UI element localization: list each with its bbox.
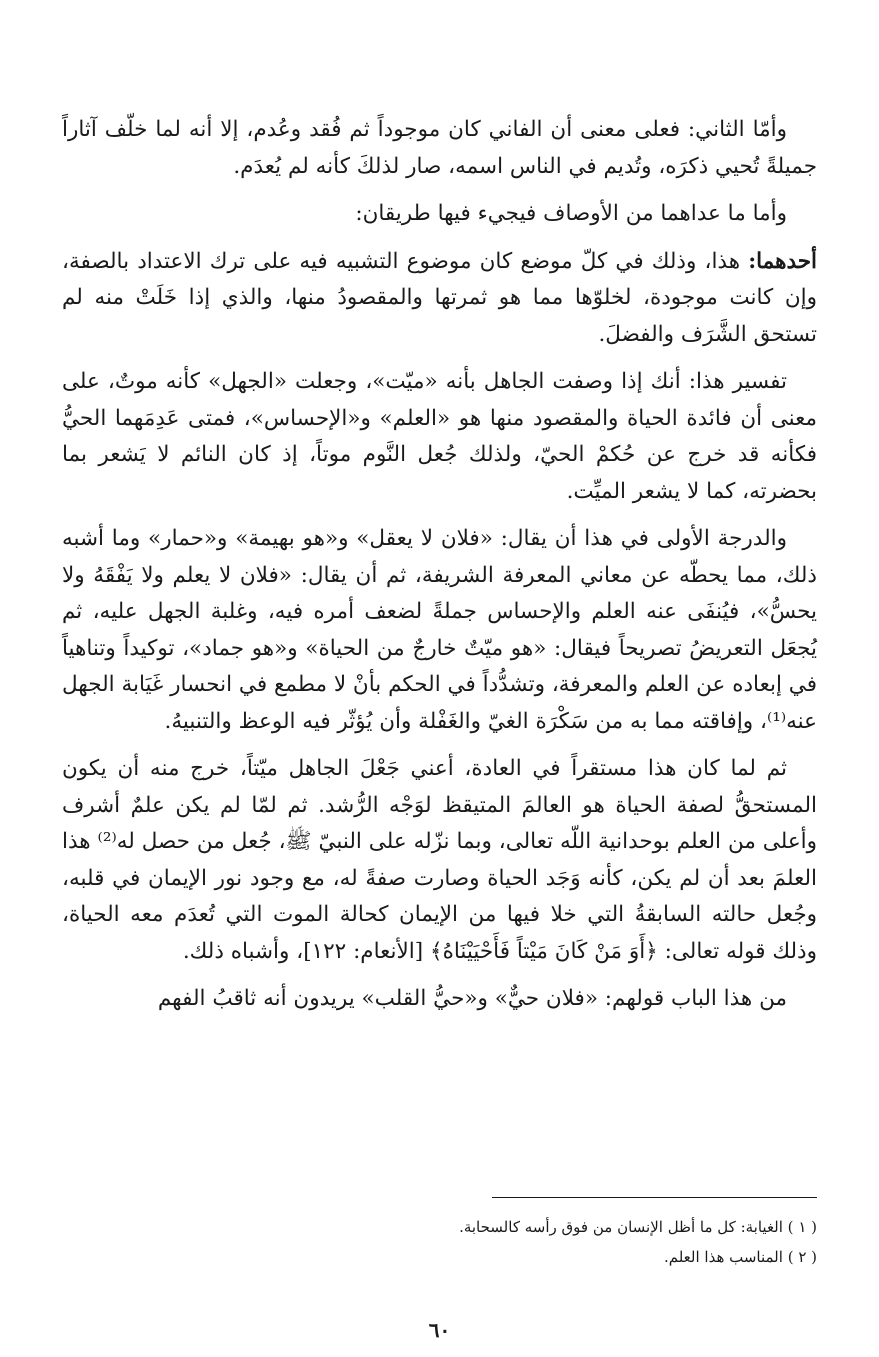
- paragraph-5: [62, 521, 817, 740]
- paragraph-text: هذا، وذلك في كلّ موضع كان موضوع التشبيه فيه على ترك الاعتداد بالصفة، وإن كانت موجودة، لخلوّها مما هو ثمرتها والمقصودُ منها، والذي إذا خَلَتْ منه لم تستحق الشَّرَف والفضلَ.: [62, 248, 817, 347]
- paragraph-6: [62, 751, 817, 970]
- footnote-divider: [492, 1197, 817, 1198]
- page-number: ٦٠: [428, 1318, 451, 1342]
- paragraph-2: [62, 196, 817, 233]
- paragraph-text: من هذا الباب قولهم: «فلان حيٌّ» و«حيُّ القلب» يريدون أنه ثاقبُ الفهم: [157, 986, 787, 1011]
- paragraph-4: [62, 364, 817, 510]
- paragraph-lead: أحدهما:: [748, 248, 817, 274]
- paragraph-text: وأما ما عداهما من الأوصاف فيجيء فيها طريقان:: [355, 201, 787, 226]
- paragraph-7: [62, 981, 817, 1018]
- main-text: [62, 112, 817, 1029]
- paragraph-text: والدرجة الأولى في هذا أن يقال: «فلان لا يعقل» و«هو بهيمة» و«حمار» وما أشبه ذلك، مما يحطّه عن معاني المعرفة الشريفة، ثم أن يقال: «فلان لا يعلم ولا يَفْقَهُ ولا يحسُّ»، فيُنفَى عنه العلم والإحساس جملةً لضعف أمره فيه، وغلبة الجهل عليه، ثم يُجعَل التعريضُ تصريحاً فيقال: «هو ميّتٌ خارجٌ من الحياة» و«هو جماد»، توكيداً وتناهياً في إبعاده عن العلم والمعرفة، وتشدُّداً في الحكم بأنْ لا مطمع في انحسار غَيَابة الجهل عنه⁽¹⁾، وإفاقته مما به من سَكْرَة الغيّ والغَفْلة وأن يُؤثّر فيه الوعظ والتنبيهُ.: [62, 526, 817, 734]
- footnote-1: ( ١ ) الغيابة: كل ما أظل الإنسان من فوق رأسه كالسحابة.: [459, 1218, 817, 1236]
- paragraph-text: ثم لما كان هذا مستقراً في العادة، أعني جَعْلَ الجاهل ميّتاً، خرج منه أن يكون المستحقُّ لصفة الحياة هو العالمَ المتيقظ لوَجْه الرُّشد. ثم لمّا لم يكن علمٌ أشرف وأعلى من العلم بوحدانية اللّه تعالى، وبما نزّله على النبيّ ﷺ، جُعل من حصل له⁽²⁾ هذا العلمَ بعد أن لم يكن، كأنه وَجَد الحياة وصارت صفةً له، مع وجود نور الإيمان في قلبه، وجُعل حالته السابقةُ التي خلا فيها من الإيمان كحالة الموت التي تُعدَم معه الحياة، وذلك قوله تعالى: ﴿أَوَ مَنْ كَانَ مَيْتاً فَأَحْيَيْنَاهُ﴾ [الأنعام: ١٢٢]، وأشباه ذلك.: [62, 756, 818, 964]
- footnotes: [62, 1212, 817, 1272]
- paragraph-text: تفسير هذا: أنك إذا وصفت الجاهل بأنه «ميّت»، وجعلت «الجهل» كأنه موتٌ، على معنى أن فائدة الحياة والمقصود منها هو «العلم» و«الإحساس»، فمتى عَدِمَهما الحيُّ فكأنه قد خرج عن حُكمْ الحيّ، ولذلك جُعل النَّوم موتاً، إذ كان النائم لا يَشعر بما بحضرته، كما لا يشعر الميِّت.: [62, 369, 817, 504]
- paragraph-3: [62, 244, 817, 354]
- paragraph-text: وأمّا الثاني: فعلى معنى أن الفاني كان موجوداً ثم فُقد وعُدم، إلا أنه لما خلّف آثاراً جميلةً تُحيي ذكرَه، وتُديم في الناس اسمه، صار لذلكَ كأنه لم يُعدَم.: [62, 117, 817, 179]
- footnote-2: ( ٢ ) المناسب هذا العلم.: [663, 1248, 817, 1266]
- paragraph-1: [62, 112, 817, 185]
